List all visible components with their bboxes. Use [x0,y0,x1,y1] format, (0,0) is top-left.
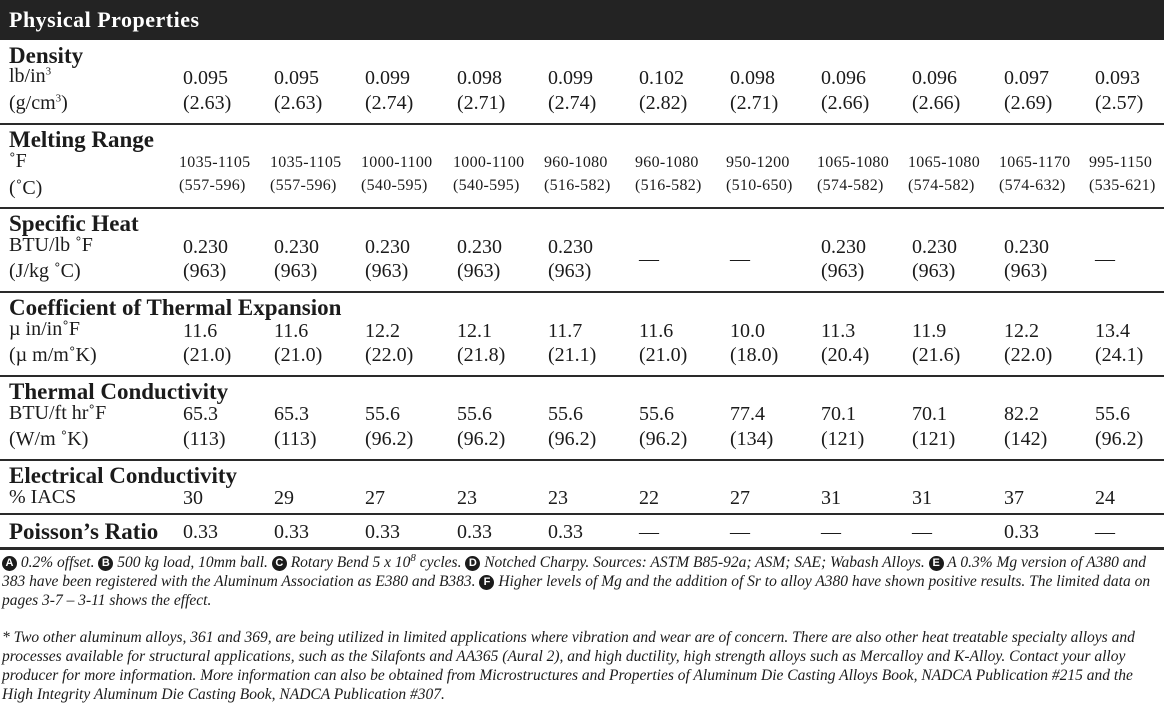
value-cell: 31 [821,487,841,509]
value-cell: 12.1 [457,320,492,342]
footnote-d-marker: D [465,556,480,571]
value-cell: (2.69) [1004,92,1053,114]
section-title: Coefficient of Thermal Expansion [9,295,342,320]
value-cell: 0.095 [274,67,319,89]
unit-text: ) [61,92,68,114]
value-cell: 0.33 [365,521,400,543]
section-title: Electrical Conductivity [9,463,238,488]
value-cell: (20.4) [821,344,870,366]
value-cell: (21.0) [639,344,688,366]
value-cell: 70.1 [821,403,856,425]
value-cell: (96.2) [639,428,688,450]
values-row [0,487,1164,509]
value-cell: 77.4 [730,403,765,425]
value-cell: 10.0 [730,320,765,342]
value-cell: 11.6 [183,320,218,342]
table-bottom-rule [0,547,1164,550]
value-cell: — [912,521,932,543]
value-cell: — [730,248,750,270]
value-cell: (2.63) [183,92,232,114]
metric-row [0,175,1164,197]
value-cell: 82.2 [1004,403,1039,425]
footnote-b-marker: B [98,556,113,571]
unit-imperial: % IACS [9,486,77,508]
value-cell: 0.093 [1095,67,1140,89]
value-cell: 0.33 [548,521,583,543]
value-cell: (2.71) [730,92,779,114]
value-cell: 0.096 [912,67,957,89]
value-cell: 950-1200 [726,154,790,171]
metric-row [0,428,1164,450]
value-cell: 11.6 [639,320,674,342]
value-cell: 960-1080 [635,154,699,171]
unit-imperial: BTU/lb ˚F [9,234,93,256]
value-cell: 24 [1095,487,1115,509]
value-cell: (121) [912,428,956,450]
value-cell: — [639,248,659,270]
value-cell: 30 [183,487,203,509]
value-cell: (113) [183,428,226,450]
value-cell: 55.6 [1095,403,1130,425]
value-cell: (96.2) [548,428,597,450]
section-specific-heat [0,209,1164,293]
values-row [0,320,1164,342]
value-cell: (510-650) [726,177,793,194]
value-cell: 65.3 [183,403,218,425]
value-cell: (96.2) [1095,428,1144,450]
unit-metric: (J/kg ˚C) [9,260,81,282]
value-cell: 29 [274,487,294,509]
value-cell: 0.102 [639,67,684,89]
value-cell: 1035-1105 [270,154,342,171]
footnote-e-marker: E [929,556,944,571]
value-cell: 0.099 [548,67,593,89]
unit-metric: (˚C) [9,177,43,199]
value-cell: (21.8) [457,344,506,366]
value-cell: 1000-1100 [453,154,525,171]
value-cell: 960-1080 [544,154,608,171]
value-cell: (21.6) [912,344,961,366]
metric-row [0,260,1164,282]
value-cell: (574-582) [908,177,975,194]
value-cell: 0.33 [274,521,309,543]
unit-imperial: µ in/in˚F [9,318,80,340]
footnote-text: Notched Charpy. Sources: ASTM B85-92a; ASM; SAE; Wabash Alloys. [480,554,929,571]
value-cell: 0.230 [821,236,866,258]
footnote-f-marker: F [479,575,494,590]
value-cell: (121) [821,428,865,450]
value-cell: (2.57) [1095,92,1144,114]
unit-metric: (µ m/m˚K) [9,344,97,366]
value-cell: (2.71) [457,92,506,114]
value-cell: — [730,521,750,543]
value-cell: (2.66) [912,92,961,114]
value-cell: (24.1) [1095,344,1144,366]
value-cell: 0.230 [548,236,593,258]
value-cell: (963) [548,260,592,282]
value-cell: 31 [912,487,932,509]
value-cell: (963) [1004,260,1048,282]
value-cell: — [639,521,659,543]
section-title: Poisson’s Ratio [9,519,159,544]
value-cell: (963) [912,260,956,282]
value-cell: 0.33 [457,521,492,543]
footnote-sup: 8 [410,551,416,564]
value-cell: — [1095,248,1115,270]
value-cell: 55.6 [365,403,400,425]
value-cell: 23 [457,487,477,509]
value-cell: 995-1150 [1089,154,1153,171]
values-row [0,67,1164,89]
section-title: Melting Range [9,127,155,152]
values-row [0,403,1164,425]
value-cell: (134) [730,428,774,450]
unit-metric: (W/m ˚K) [9,428,89,450]
value-cell: 0.096 [821,67,866,89]
values-row [0,521,1164,543]
value-cell: 55.6 [639,403,674,425]
value-cell: 11.3 [821,320,856,342]
value-cell: (2.63) [274,92,323,114]
unit-sup: 3 [55,92,62,105]
value-cell: (574-632) [999,177,1066,194]
value-cell: 11.6 [274,320,309,342]
section-title: Density [9,43,84,68]
value-cell: 55.6 [457,403,492,425]
metric-row [0,92,1164,114]
footnotes [2,553,1162,610]
value-cell: 37 [1004,487,1024,509]
footnote-text: Higher levels of Mg and the addition of Sr to alloy A380 have shown positive results. The limited data on pages 3-7 – 3-11 shows the effect. [2,573,1151,609]
value-cell: 13.4 [1095,320,1130,342]
value-cell: 1000-1100 [361,154,433,171]
value-cell: 27 [730,487,750,509]
value-cell: (963) [365,260,409,282]
value-cell: 22 [639,487,659,509]
value-cell: 0.098 [457,67,502,89]
section-thermal-expansion [0,293,1164,377]
value-cell: (540-595) [361,177,428,194]
footnote-text: 500 kg load, 10mm ball. [113,554,272,571]
section-density [0,40,1164,125]
additional-note: * Two other aluminum alloys, 361 and 369, are being utilized in limited applications where vibration and wear are of concern. There are also other heat treatable specialty alloys and processes available for structural applications, such as the Silafonts and AA365 (Aural 2), and high ductility, high strength alloys such as Mercalloy and K-Alloy. Contact your alloy producer for more information. More information can also be obtained from Microstructures and Properties of Aluminum Die Casting Alloys Book, NADCA Publication #215 and the High Integrity Aluminum Die Casting Book, NADCA Publication #307. [2,629,1135,703]
value-cell: (2.66) [821,92,870,114]
unit-text: lb/in [9,65,46,87]
footnote-text: Rotary Bend 5 x 10 [286,554,411,571]
value-cell: (574-582) [817,177,884,194]
value-cell: 1065-1080 [817,154,890,171]
value-cell: 11.7 [548,320,583,342]
value-cell: 27 [365,487,385,509]
value-cell: 0.230 [1004,236,1049,258]
value-cell: (516-582) [635,177,702,194]
value-cell: 0.230 [457,236,502,258]
unit-imperial: BTU/ft hr˚F [9,402,107,424]
value-cell: 0.230 [912,236,957,258]
value-cell: (557-596) [179,177,246,194]
value-cell: 1065-1170 [999,154,1071,171]
value-cell: (22.0) [1004,344,1053,366]
value-cell: 55.6 [548,403,583,425]
values-row [0,236,1164,270]
section-title: Specific Heat [9,211,139,236]
value-cell: 0.230 [274,236,319,258]
value-cell: (2.82) [639,92,688,114]
value-cell: (18.0) [730,344,779,366]
value-cell: 65.3 [274,403,309,425]
value-cell: (21.0) [274,344,323,366]
value-cell: 0.33 [1004,521,1039,543]
value-cell: (963) [274,260,318,282]
value-cell: (963) [457,260,501,282]
value-cell: 1035-1105 [179,154,251,171]
footnote-text: cycles. [415,554,466,571]
value-cell: 12.2 [1004,320,1039,342]
value-cell: 0.33 [183,521,218,543]
value-cell: 0.098 [730,67,775,89]
value-cell: (540-595) [453,177,520,194]
value-cell: 0.095 [183,67,228,89]
value-cell: 0.099 [365,67,410,89]
value-cell: 0.230 [365,236,410,258]
footnote-c-marker: C [272,556,287,571]
value-cell: (96.2) [457,428,506,450]
value-cell: (516-582) [544,177,611,194]
value-cell: (2.74) [365,92,414,114]
value-cell: (113) [274,428,317,450]
value-cell: (142) [1004,428,1048,450]
value-cell: 23 [548,487,568,509]
section-melting-range [0,125,1164,209]
value-cell: (963) [183,260,227,282]
unit-imperial: ˚F [9,150,27,172]
section-thermal-conductivity [0,377,1164,461]
value-cell: 1065-1080 [908,154,981,171]
value-cell: 70.1 [912,403,947,425]
footnote-a-marker: A [2,556,17,571]
value-cell: (2.74) [548,92,597,114]
metric-row [0,344,1164,366]
value-cell: — [1095,521,1115,543]
values-row [0,152,1164,174]
unit-text: (g/cm [9,92,56,114]
value-cell: (96.2) [365,428,414,450]
unit-sup: 3 [45,65,52,78]
value-cell: (963) [821,260,865,282]
page-title: Physical Properties [0,0,1164,40]
value-cell: (535-621) [1089,177,1156,194]
value-cell: 11.9 [912,320,947,342]
value-cell: — [821,521,841,543]
value-cell: (21.1) [548,344,597,366]
value-cell: 0.097 [1004,67,1049,89]
value-cell: (22.0) [365,344,414,366]
value-cell: 0.230 [183,236,228,258]
value-cell: (21.0) [183,344,232,366]
section-electrical-conductivity [0,461,1164,515]
section-poissons-ratio [0,515,1164,547]
section-title: Thermal Conductivity [9,379,229,404]
footnote-text: 0.2% offset. [17,554,99,571]
footnote-text: A 0.3% Mg version of A380 and 383 have been registered with the Aluminum Association as E380 and B383. [2,554,1147,590]
value-cell: 12.2 [365,320,400,342]
value-cell: (557-596) [270,177,337,194]
